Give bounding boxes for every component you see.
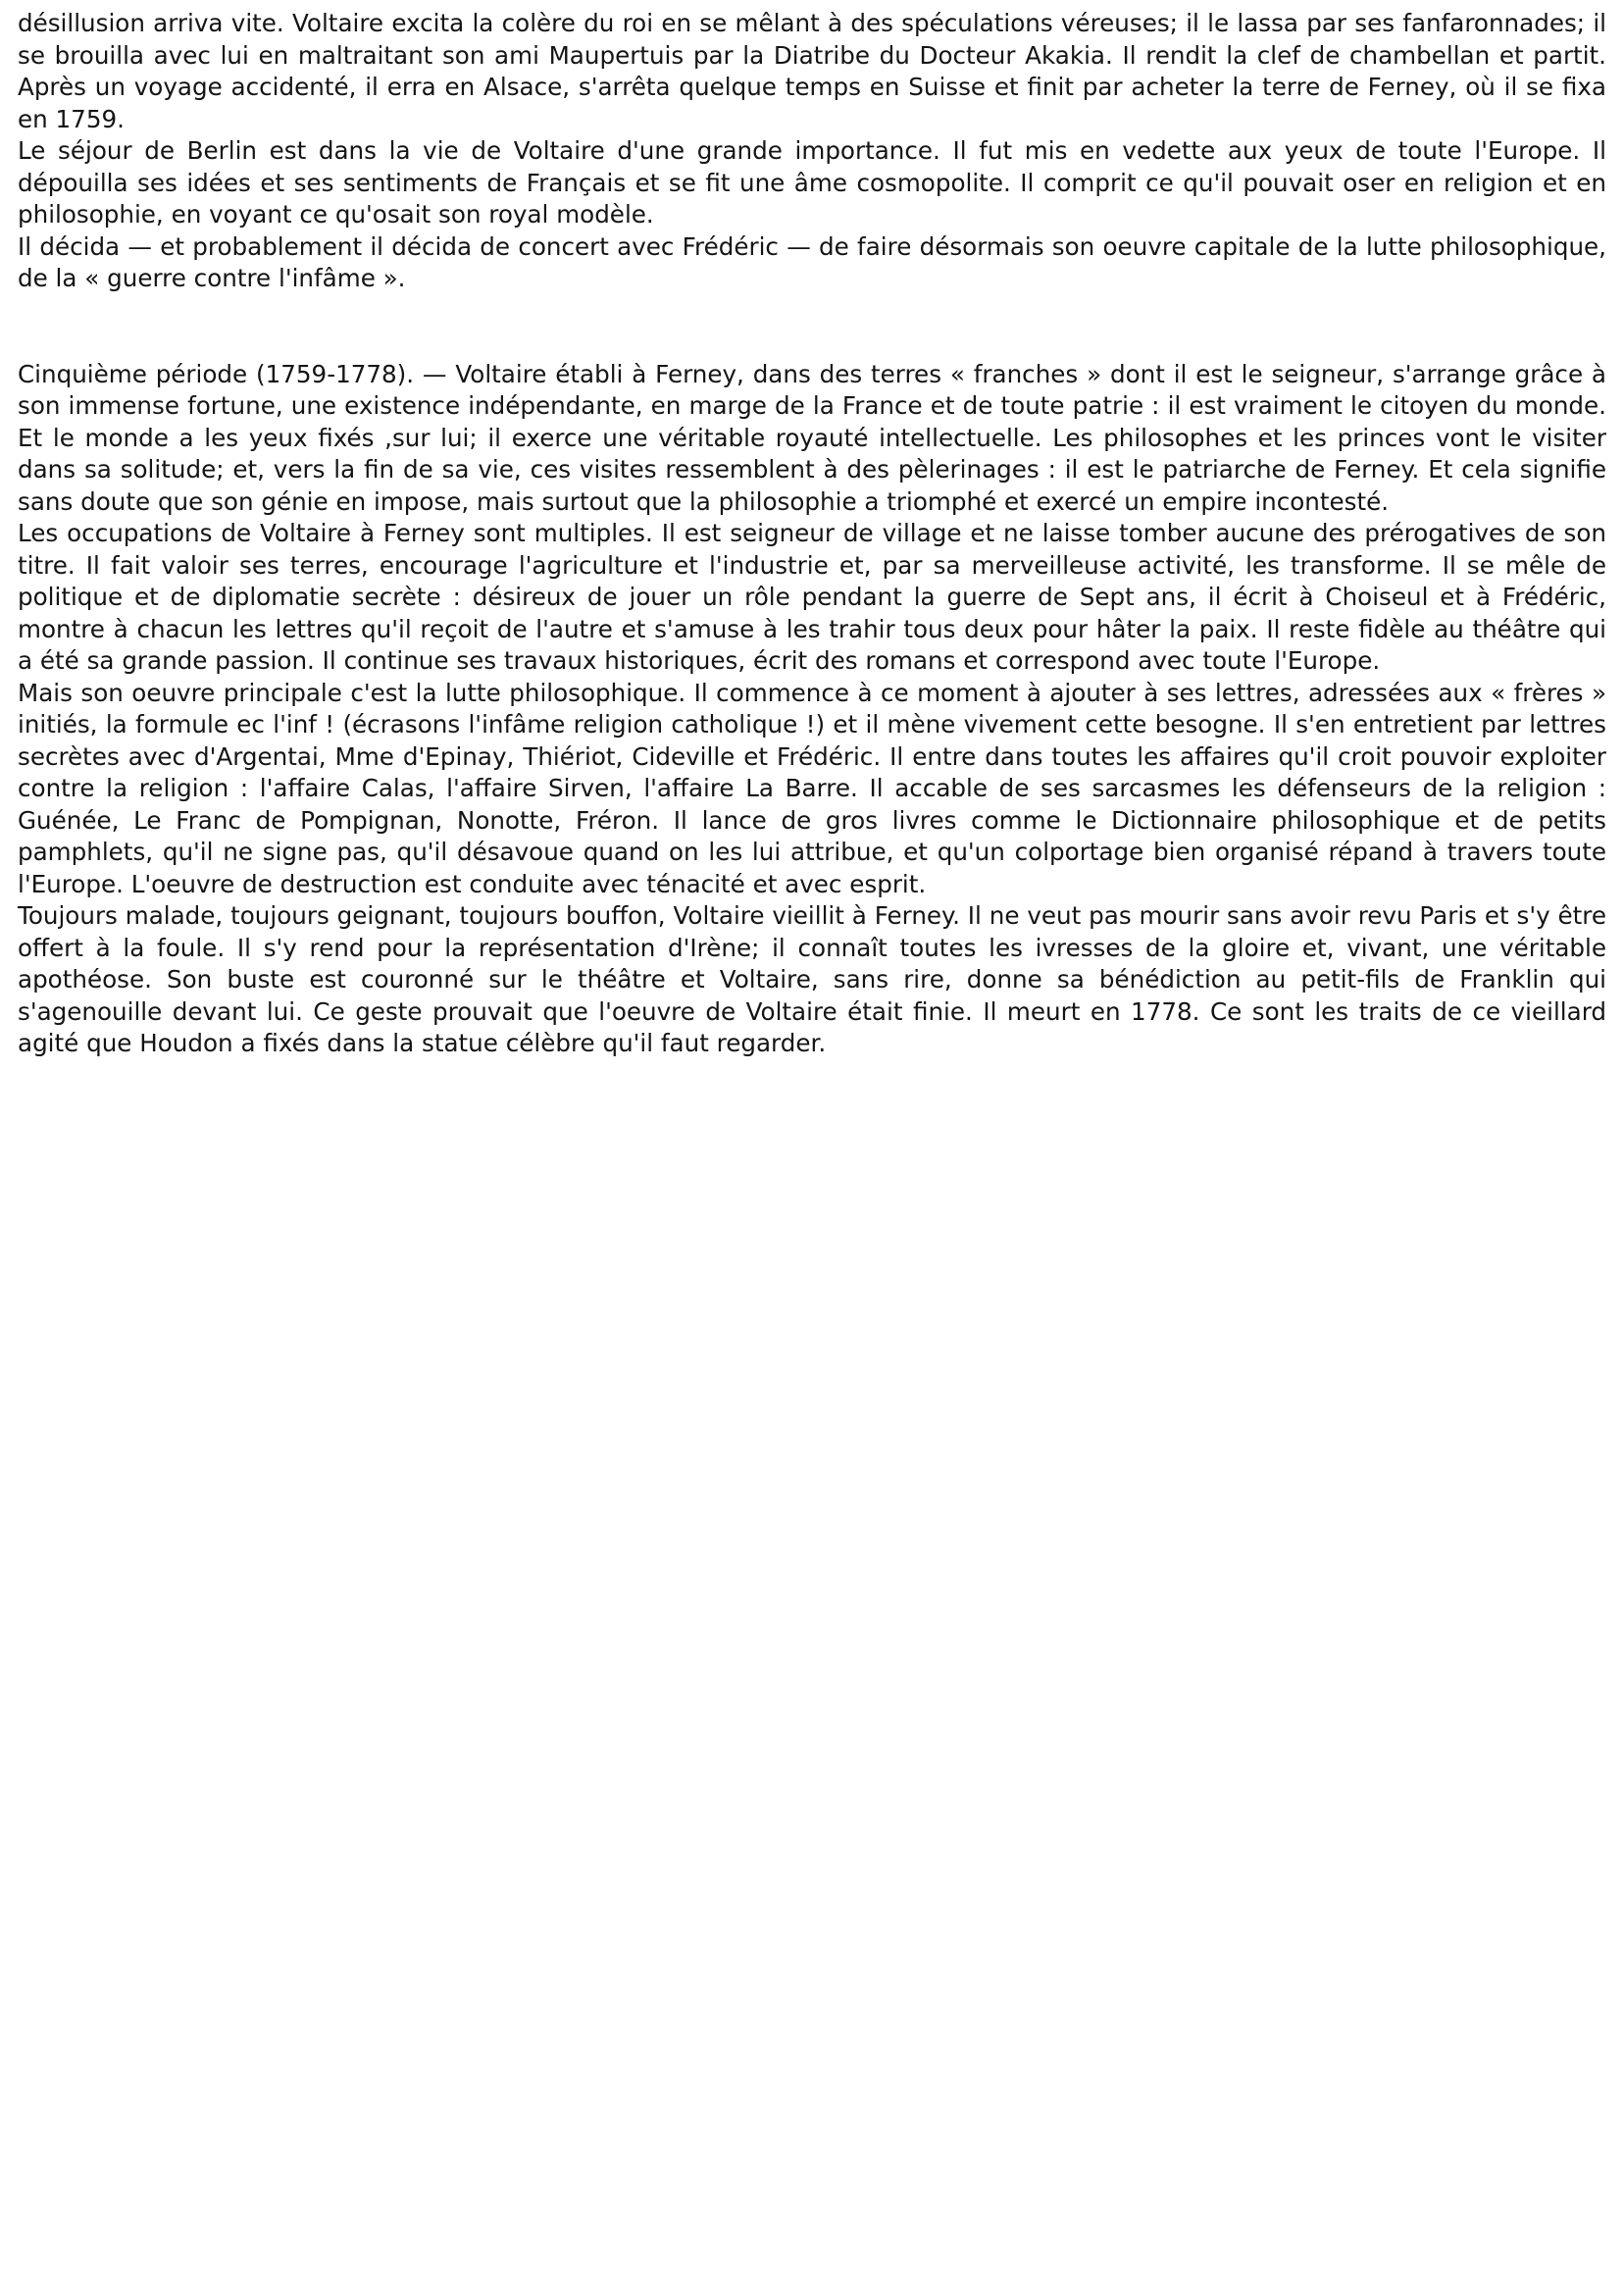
section-gap (18, 295, 1606, 359)
paragraph-fifth-period: Cinquième période (1759-1778). — Voltaire établi à Ferney, dans des terres « franches » dont il est le seigneur, s'arrange grâce à son immense fortune, une existence indépendante, en marge de la France et de toute patrie : il est vraiment le citoyen du monde. Et le monde a les yeux fixés ,sur lui; il exerce une véritable royauté intellectuelle. Les philosophes et les princes vont le visiter dans sa solitude; et, vers la fin de sa vie, ces visites ressemblent à des pèlerinages : il est le patriarche de Ferney. Et cela signifie sans doute que son génie en impose, mais surtout que la philosophie a triomphé et exercé un empire incontesté. (18, 359, 1606, 516)
paragraph-final-years: Toujours malade, toujours geignant, toujours bouffon, Voltaire vieillit à Ferney. Il ne veut pas mourir sans avoir revu Paris et s'y être offert à la foule. Il s'y rend pour la représentation d'Irène; il connaît toutes les ivresses de la gloire et, vivant, une véritable apothéose. Son buste est couronné sur le théâtre et Voltaire, sans rire, donne sa bénédiction au petit-fils de Franklin qui s'agenouille devant lui. Ce geste prouvait que l'oeuvre de Voltaire était finie. Il meurt en 1778. Ce sont les traits de ce vieillard agité que Houdon a fixés dans la statue célèbre qu'il faut regarder. (18, 901, 1606, 1057)
paragraph-berlin-stay: Le séjour de Berlin est dans la vie de Voltaire d'une grande importance. Il fut mis en vedette aux yeux de toute l'Europe. Il dépouilla ses idées et ses sentiments de Français et se fit une âme cosmopolite. Il comprit ce qu'il pouvait oser en religion et en philosophie, en voyant ce qu'osait son royal modèle. (18, 136, 1606, 229)
paragraph-disillusion: désillusion arriva vite. Voltaire excita la colère du roi en se mêlant à des spéculations véreuses; il le lassa par ses fanfaronnades; il se brouilla avec lui en maltraitant son ami Maupertuis par la Diatribe du Docteur Akakia. Il rendit la clef de chambellan et partit. Après un voyage accidenté, il erra en Alsace, s'arrêta quelque temps en Suisse et finit par acheter la terre de Ferney, où il se fixa en 1759. (18, 9, 1606, 133)
document-page (18, 8, 1606, 1060)
paragraph-philosophical-struggle: Mais son oeuvre principale c'est la lutte philosophique. Il commence à ce moment à ajouter à ses lettres, adressées aux « frères » initiés, la formule ec l'inf ! (écrasons l'infâme religion catholique !) et il mène vivement cette besogne. Il s'en entretient par lettres secrètes avec d'Argentai, Mme d'Epinay, Thiériot, Cideville et Frédéric. Il entre dans toutes les affaires qu'il croit pouvoir exploiter contre la religion : l'affaire Calas, l'affaire Sirven, l'affaire La Barre. Il accable de ses sarcasmes les défenseurs de la religion : Guénée, Le Franc de Pompignan, Nonotte, Fréron. Il lance de gros livres comme le Dictionnaire philosophique et de petits pamphlets, qu'il ne signe pas, qu'il désavoue quand on les lui attribue, et qu'un colportage bien organisé répand à travers toute l'Europe. L'oeuvre de destruction est conduite avec ténacité et avec esprit. (18, 678, 1606, 898)
paragraph-ferney-occupations: Les occupations de Voltaire à Ferney sont multiples. Il est seigneur de village et ne laisse tomber aucune des prérogatives de son titre. Il fait valoir ses terres, encourage l'agriculture et l'industrie et, par sa merveilleuse activité, les transforme. Il se mêle de politique et de diplomatie secrète : désireux de jouer un rôle pendant la guerre de Sept ans, il écrit à Choiseul et à Frédéric, montre à chacun les lettres qu'il reçoit de l'autre et s'amuse à les trahir tous deux pour hâter la paix. Il reste fidèle au théâtre qui a été sa grande passion. Il continue ses travaux historiques, écrit des romans et correspond avec toute l'Europe. (18, 519, 1606, 675)
paragraph-decision: Il décida — et probablement il décida de concert avec Frédéric — de faire désormais son oeuvre capitale de la lutte philosophique, de la « guerre contre l'infâme ». (18, 231, 1606, 292)
